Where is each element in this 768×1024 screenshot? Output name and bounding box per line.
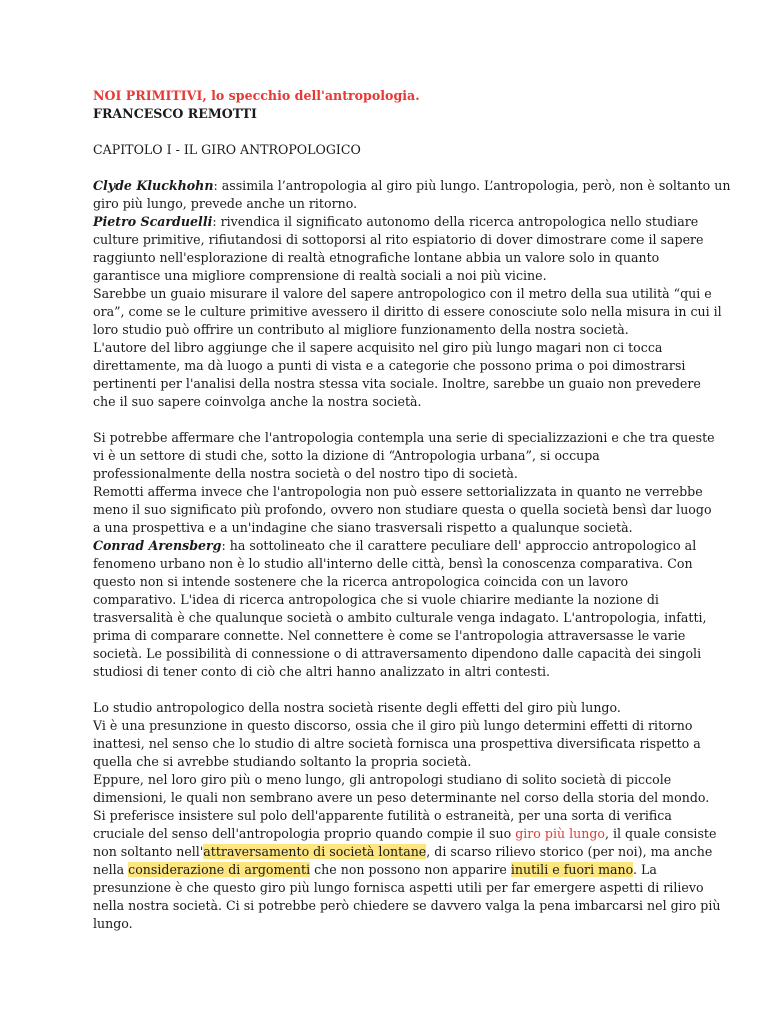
text-line: direttamente, ma dà luogo a punti di vista e a categorie che possono prima o poi dimostrarsi	[93, 358, 686, 373]
paragraph-autore	[93, 339, 701, 411]
highlight-attraversamento: attraversamento di società lontane	[203, 844, 427, 859]
text-segment: che non possono non apparire	[310, 862, 511, 877]
text-line: culture primitive, rifiutandosi di sottoporsi al rito espiatorio di dover dimostrare come il sapere	[93, 232, 704, 247]
text-line: pertinenti per l'analisi della nostra stessa vita sociale. Inoltre, sarebbe un guaio non prevedere	[93, 376, 701, 391]
chapter-heading: CAPITOLO I - IL GIRO ANTROPOLOGICO	[93, 142, 361, 157]
highlight-considerazione: considerazione di argomenti	[128, 862, 311, 877]
text-segment: non soltanto nell'	[93, 844, 204, 859]
text-line: L'autore del libro aggiunge che il sapere acquisito nel giro più lungo magari non ci tocca	[93, 340, 663, 355]
text-line: Lo studio antropologico della nostra società risente degli effetti del giro più lungo.	[93, 700, 621, 715]
paragraph-specializzazioni	[93, 429, 715, 483]
paragraph-arensberg	[93, 537, 707, 681]
paragraph-guaio	[93, 285, 722, 339]
text-line: : rivendica il significato autonomo della ricerca antropologica nello studiare	[212, 214, 699, 229]
text-segment: cruciale del senso dell'antropologia proprio quando compie il suo	[93, 826, 516, 841]
text-line: lungo.	[93, 916, 133, 931]
author-name: Clyde Kluckhohn	[93, 178, 214, 193]
text-line: studiosi di tener conto di ciò che altri hanno analizzato in altri contesti.	[93, 664, 551, 679]
text-segment: nella	[93, 862, 129, 877]
text-line: Vi è una presunzione in questo discorso, ossia che il giro più lungo determini effetti di ritorno	[93, 718, 693, 733]
text-line: : assimila l’antropologia al giro più lungo. L’antropologia, però, non è soltanto un	[213, 178, 731, 193]
spacer	[93, 159, 693, 177]
paragraph-remotti	[93, 483, 712, 537]
text-line: nella nostra società. Ci si potrebbe però chiedere se davvero valga la pena imbarcarsi nel giro più	[93, 898, 721, 913]
text-line: : ha sottolineato che il carattere peculiare dell' approccio antropologico al	[221, 538, 697, 553]
text-line: loro studio può offrire un contributo al migliore funzionamento della nostra società.	[93, 322, 629, 337]
text-line: professionalmente della nostra società o del nostro tipo di società.	[93, 466, 518, 481]
text-line: a una prospettiva e a un'indagine che siano trasversali rispetto a qualunque società.	[93, 520, 633, 535]
text-line: società. Le possibilità di connessione o di attraversamento dipendono dalle capacità dei singoli	[93, 646, 702, 661]
document-author: FRANCESCO REMOTTI	[93, 106, 257, 121]
text-line: trasversalità è che qualunque società o ambito culturale venga indagato. L'antropologia, infatti,	[93, 610, 707, 625]
text-line: vi è un settore di studi che, sotto la dizione di “Antropologia urbana”, si occupa	[93, 448, 600, 463]
text-line: prima di comparare connette. Nel connettere è come se l'antropologia attraversasse le varie	[93, 628, 686, 643]
document-title: NOI PRIMITIVI, lo specchio dell'antropologia.	[93, 88, 420, 103]
text-line: raggiunto nell'esplorazione di realtà etnografiche lontane abbia un valore solo in quanto	[93, 250, 660, 265]
text-segment: . La	[633, 862, 657, 877]
text-line: Si preferisce insistere sul polo dell'apparente futilità o estraneità, per una sorta di verifica	[93, 808, 672, 823]
text-line: Sarebbe un guaio misurare il valore del sapere antropologico con il metro della sua utilità “qui e	[93, 286, 712, 301]
highlight-inutili: inutili e fuori mano	[510, 862, 634, 877]
red-text-giro: giro più lungo	[515, 826, 605, 841]
text-segment: , il quale consiste	[604, 826, 717, 841]
paragraph-scarduelli	[93, 213, 704, 285]
text-line: dimensioni, le quali non sembrano avere un peso determinante nel corso della storia del mondo.	[93, 790, 710, 805]
text-line: Remotti afferma invece che l'antropologia non può essere settorializzata in quanto ne verrebbe	[93, 484, 703, 499]
spacer	[93, 681, 693, 699]
text-line: ora”, come se le culture primitive avessero il diritto di essere conosciute solo nella misura in cui il	[93, 304, 722, 319]
text-line: inattesi, nel senso che lo studio di altre società fornisca una prospettiva diversificata rispetto a	[93, 736, 701, 751]
spacer	[93, 123, 693, 141]
text-line: Eppure, nel loro giro più o meno lungo, gli antropologi studiano di solito società di piccole	[93, 772, 672, 787]
text-line: che il suo sapere coinvolga anche la nostra società.	[93, 394, 422, 409]
paragraph-presunzione	[93, 717, 701, 771]
author-name: Pietro Scarduelli	[93, 214, 213, 229]
text-line: garantisce una migliore comprensione di realtà sociali a noi più vicine.	[93, 268, 547, 283]
text-line: meno il suo significato più profondo, ovvero non studiare questa o quella società bensì dar luogo	[93, 502, 712, 517]
text-line: Si potrebbe affermare che l'antropologia contempla una serie di specializzazioni e che tra queste	[93, 430, 715, 445]
author-name: Conrad Arensberg	[93, 538, 222, 553]
text-line: giro più lungo, prevede anche un ritorno.	[93, 196, 358, 211]
text-line: fenomeno urbano non è lo studio all'interno delle città, bensì la conoscenza comparativa. Con	[93, 556, 693, 571]
text-line: questo non si intende sostenere che la ricerca antropologica coincida con un lavoro	[93, 574, 629, 589]
text-line: quella che si avrebbe studiando soltanto la propria società.	[93, 754, 472, 769]
document-body	[93, 87, 731, 933]
paragraph-eppure	[93, 771, 721, 933]
text-segment: , di scarso rilievo storico (per noi), ma anche	[426, 844, 713, 859]
text-line: comparativo. L'idea di ricerca antropologica che si vuole chiarire mediante la nozione di	[93, 592, 659, 607]
spacer	[93, 411, 693, 429]
paragraph-kluckhohn	[93, 177, 731, 213]
paragraph-studio	[93, 699, 693, 717]
text-line: presunzione è che questo giro più lungo fornisca aspetti utili per far emergere aspetti di rilievo	[93, 880, 704, 895]
